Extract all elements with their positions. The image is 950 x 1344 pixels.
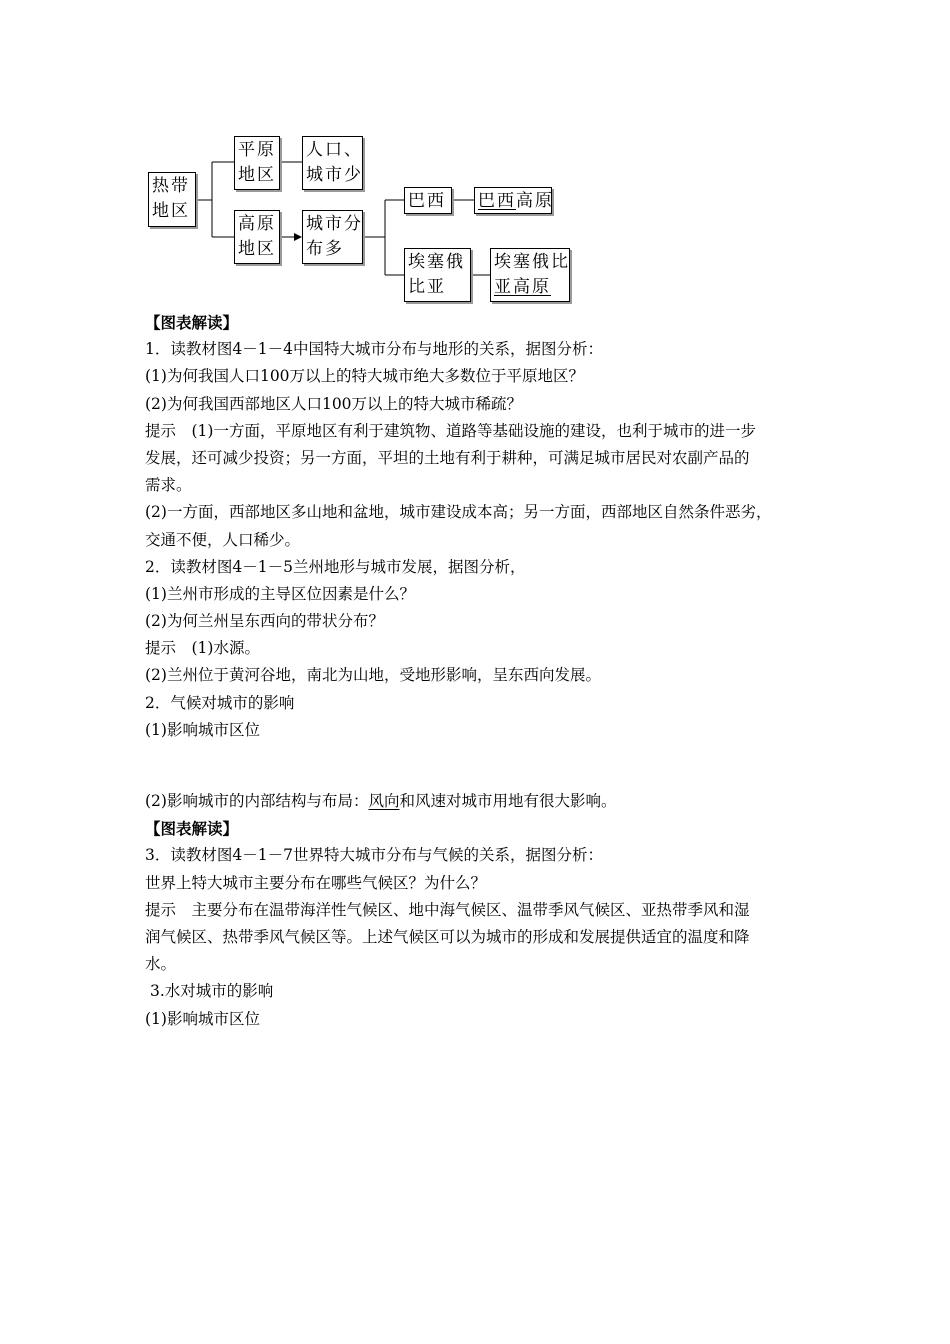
box-many-cities-line1: 城市分 xyxy=(306,214,363,234)
box-few-cities-line2: 城市少 xyxy=(306,165,363,185)
text-line: 交通不便，人口稀少。 xyxy=(145,530,301,549)
box-tropical-region xyxy=(148,172,196,227)
text-line: 提示 主要分布在温带海洋性气候区、地中海气候区、温带季风气候区、亚热带季风和湿 xyxy=(145,900,750,919)
box-few-cities-line1: 人口、 xyxy=(306,140,363,160)
text-line: 提示 (1)一方面，平原地区有利于建筑物、道路等基础设施的建设，也利于城市的进一步 xyxy=(145,421,756,440)
box-plain-region-line2: 地区 xyxy=(238,165,276,185)
wind-line-before: (2)影响城市的内部结构与布局： xyxy=(145,792,369,810)
text-line: 世界上特大城市主要分布在哪些气候区？为什么？ xyxy=(145,873,487,892)
box-plateau-region-line2: 地区 xyxy=(238,239,276,259)
text-line: (2)为何我国西部地区人口100万以上的特大城市稀疏？ xyxy=(145,394,523,413)
text-line: 润气候区、热带季风气候区等。上述气候区可以为城市的形成和发展提供适宜的温度和降 xyxy=(145,927,750,946)
section-heading-chart-reading-2: 【图表解读】 xyxy=(145,819,239,839)
text-line: 提示 (1)水源。 xyxy=(145,639,260,658)
text-line: (2)为何兰州呈东西向的带状分布？ xyxy=(145,612,384,631)
text-line: (1)为何我国人口100万以上的特大城市绝大多数位于平原地区？ xyxy=(145,367,585,386)
text-line: 水。 xyxy=(145,955,177,974)
box-ethiopia-plateau-line2: 亚高原 xyxy=(494,277,551,297)
box-brazil-label: 巴西 xyxy=(408,191,446,211)
text-line: (1)影响城市区位 xyxy=(145,720,260,739)
text-line: 需求。 xyxy=(145,476,192,495)
blank-gap xyxy=(145,744,825,788)
box-few-cities xyxy=(302,136,363,190)
box-tropical-region-line2: 地区 xyxy=(152,201,190,221)
wind-line-underlined: 风向 xyxy=(368,792,400,810)
diagram-connectors xyxy=(0,0,950,310)
brazil-plateau-rest: 高原 xyxy=(516,191,554,211)
box-plateau-region xyxy=(234,210,280,264)
box-tropical-region-line1: 热带 xyxy=(152,176,190,196)
box-ethiopia xyxy=(404,248,471,302)
box-many-cities-line2: 布多 xyxy=(306,239,344,259)
text-line: 1．读教材图4－1－4中国特大城市分布与地形的关系，据图分析： xyxy=(145,340,603,359)
text-line: (2)兰州位于黄河谷地，南北为山地，受地形影响，呈东西向发展。 xyxy=(145,666,601,685)
box-many-cities xyxy=(302,210,363,264)
brazil-plateau-underlined: 巴西 xyxy=(478,191,516,211)
text-line: 3．读教材图4－1－7世界特大城市分布与气候的关系，据图分析： xyxy=(145,846,603,865)
box-brazil-plateau xyxy=(474,187,552,214)
text-line: 2．气候对城市的影响 xyxy=(145,693,295,712)
box-ethiopia-plateau-line1: 埃塞俄比 xyxy=(494,252,570,272)
city-terrain-diagram xyxy=(0,0,950,310)
text-line: (1)兰州市形成的主导区位因素是什么？ xyxy=(145,584,415,603)
box-plateau-region-line1: 高原 xyxy=(238,214,276,234)
box-ethiopia-line1: 埃塞俄 xyxy=(408,252,465,272)
box-brazil-plateau-label xyxy=(478,189,554,214)
section-heading-water: 3.水对城市的影响 xyxy=(150,982,274,1001)
box-ethiopia-plateau xyxy=(490,248,570,302)
box-plain-region-line1: 平原 xyxy=(238,140,276,160)
box-ethiopia-line2: 比亚 xyxy=(408,277,446,297)
box-brazil xyxy=(404,187,452,214)
wind-direction-line xyxy=(145,788,825,815)
text-line: 发展，还可减少投资；另一方面，平坦的土地有利于耕种，可满足城市居民对农副产品的 xyxy=(145,448,750,467)
body-text xyxy=(145,309,825,1033)
text-line: (1)影响城市区位 xyxy=(145,1009,260,1028)
text-line: 2．读教材图4－1－5兰州地形与城市发展，据图分析， xyxy=(145,557,526,576)
wind-line-after: 和风速对城市用地有很大影响。 xyxy=(399,792,617,810)
box-plain-region xyxy=(234,136,280,190)
section-heading-chart-reading: 【图表解读】 xyxy=(145,313,239,332)
text-line: (2)一方面，西部地区多山地和盆地，城市建设成本高；另一方面，西部地区自然条件恶劣， xyxy=(145,503,772,522)
